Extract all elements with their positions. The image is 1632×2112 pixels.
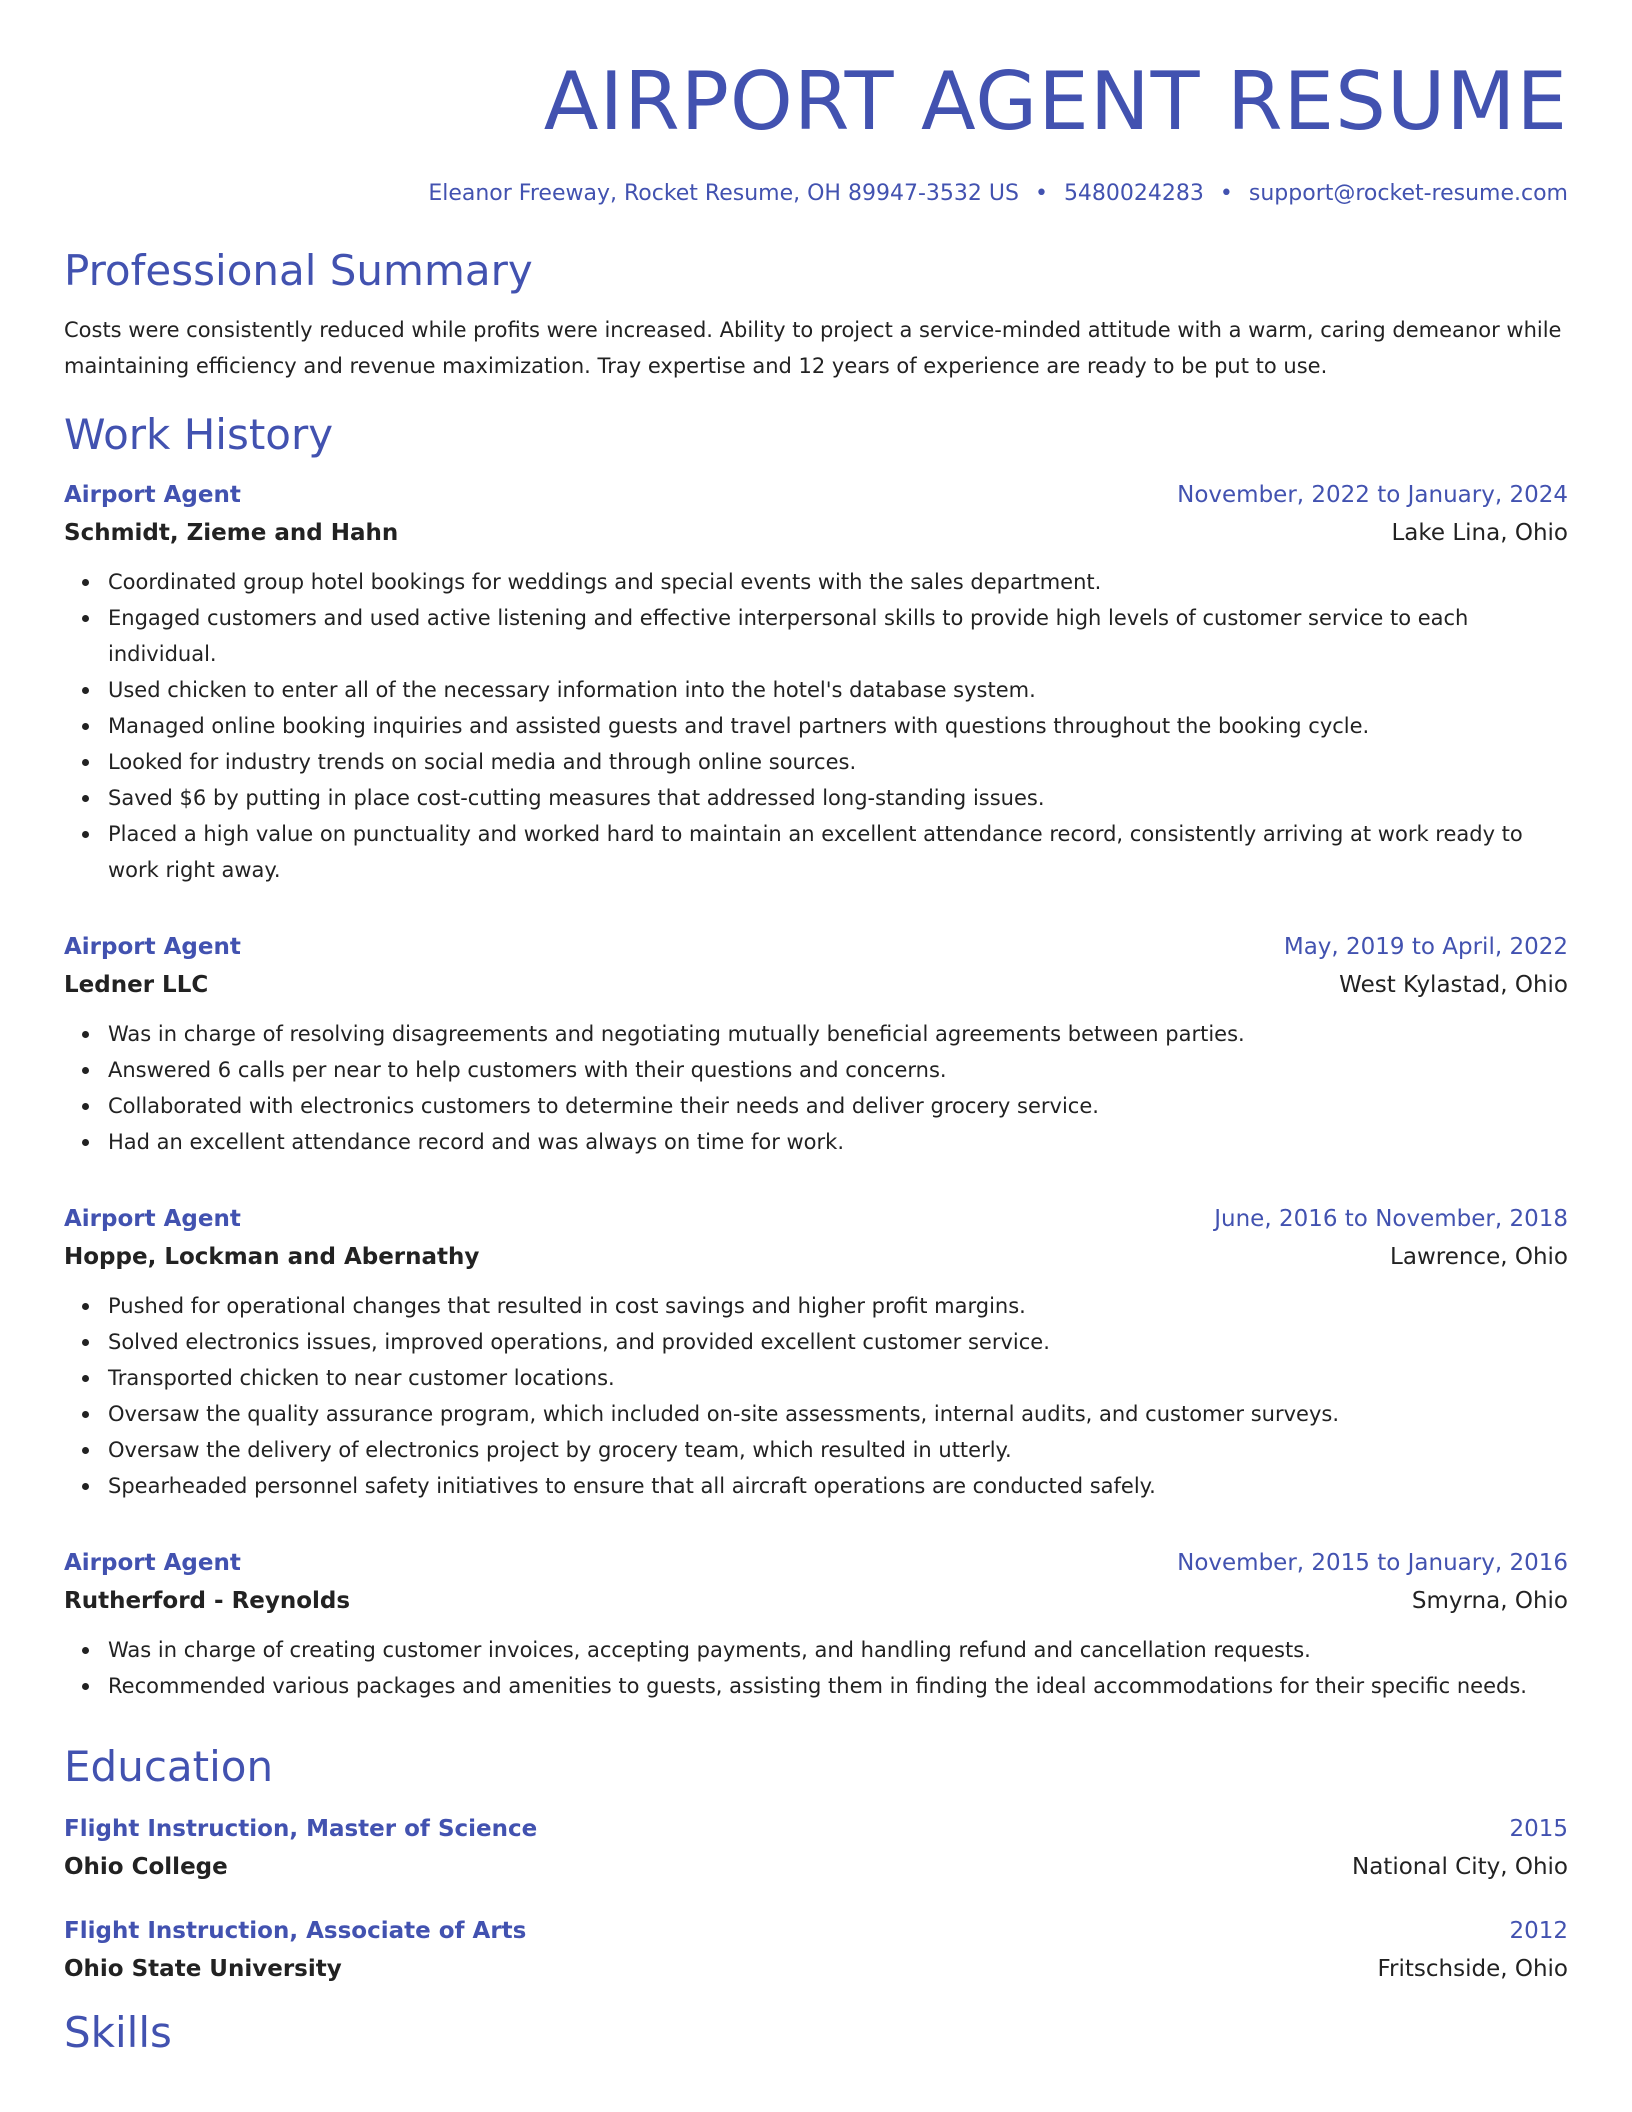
section-title-work-history: Work History xyxy=(64,410,334,459)
education-school-row xyxy=(64,1950,1568,1988)
education-header-row xyxy=(64,1912,1568,1950)
job-bullet: Was in charge of resolving disagreements and negotiating mutually beneficial agreements between parties. xyxy=(108,1016,1568,1052)
job-company: Rutherford - Reynolds xyxy=(64,1588,351,1614)
job-company-row xyxy=(64,514,1568,552)
section-title-education: Education xyxy=(64,1742,274,1791)
job-dates: May, 2019 to April, 2022 xyxy=(1283,934,1568,960)
job-bullet: Oversaw the quality assurance program, which included on-site assessments, internal audits, and customer surveys. xyxy=(108,1396,1568,1432)
contact-email[interactable]: support@rocket-resume.com xyxy=(1248,181,1568,206)
job-entry xyxy=(64,1200,1568,1504)
job-company: Schmidt, Zieme and Hahn xyxy=(64,520,399,546)
contact-address: Eleanor Freeway, Rocket Resume, OH 89947-3532 US xyxy=(428,181,1019,206)
job-bullet: Had an excellent attendance record and was always on time for work. xyxy=(108,1124,1568,1160)
education-degree: Flight Instruction, Master of Science xyxy=(64,1816,538,1842)
job-bullet: Looked for industry trends on social media and through online sources. xyxy=(108,744,1568,780)
job-bullet: Recommended various packages and amenities to guests, assisting them in finding the ideal accommodations for their specific needs. xyxy=(108,1668,1568,1704)
job-role: Airport Agent xyxy=(64,1550,241,1576)
job-location: West Kylastad, Ohio xyxy=(1339,972,1568,998)
job-bullet: Pushed for operational changes that resulted in cost savings and higher profit margins. xyxy=(108,1288,1568,1324)
resume-header xyxy=(64,52,1568,210)
job-role: Airport Agent xyxy=(64,1206,241,1232)
education-school: Ohio College xyxy=(64,1854,228,1880)
job-bullets xyxy=(64,1632,1568,1704)
job-bullet: Collaborated with electronics customers to determine their needs and deliver grocery service. xyxy=(108,1088,1568,1124)
education-year: 2015 xyxy=(1509,1816,1568,1842)
education-school: Ohio State University xyxy=(64,1956,342,1982)
job-bullets xyxy=(64,1288,1568,1504)
job-dates: November, 2015 to January, 2016 xyxy=(1177,1550,1568,1576)
job-company-row xyxy=(64,966,1568,1004)
education-entry xyxy=(64,1810,1568,1886)
job-location: Lawrence, Ohio xyxy=(1390,1244,1568,1270)
summary-text: Costs were consistently reduced while profits were increased. Ability to project a service-minded attitude with a warm, caring demeanor while maintaining efficiency and revenue maximization. Tray expertise and 12 years of experience are ready to be put to use. xyxy=(64,318,1562,378)
job-company: Ledner LLC xyxy=(64,972,209,998)
job-bullet: Oversaw the delivery of electronics project by grocery team, which resulted in utterly. xyxy=(108,1432,1568,1468)
education-location: National City, Ohio xyxy=(1352,1854,1568,1880)
job-bullet: Spearheaded personnel safety initiatives to ensure that all aircraft operations are conducted safely. xyxy=(108,1468,1568,1504)
contact-separator: • xyxy=(1034,181,1048,206)
job-bullet: Coordinated group hotel bookings for weddings and special events with the sales department. xyxy=(108,564,1568,600)
job-bullet: Managed online booking inquiries and assisted guests and travel partners with questions throughout the booking cycle. xyxy=(108,708,1568,744)
job-header-row xyxy=(64,1200,1568,1238)
education-degree: Flight Instruction, Associate of Arts xyxy=(64,1918,527,1944)
job-bullets xyxy=(64,564,1568,888)
job-role: Airport Agent xyxy=(64,482,241,508)
education-year: 2012 xyxy=(1509,1918,1568,1944)
job-bullet: Saved $6 by putting in place cost-cutting measures that addressed long-standing issues. xyxy=(108,780,1568,816)
work-history-list xyxy=(64,476,1568,1704)
job-entry xyxy=(64,928,1568,1160)
section-title-skills: Skills xyxy=(64,2008,172,2057)
job-location: Lake Lina, Ohio xyxy=(1391,520,1568,546)
job-bullet: Was in charge of creating customer invoices, accepting payments, and handling refund and cancellation requests. xyxy=(108,1632,1568,1668)
education-entry xyxy=(64,1912,1568,1988)
job-dates: June, 2016 to November, 2018 xyxy=(1214,1206,1568,1232)
section-title-summary: Professional Summary xyxy=(64,246,533,295)
job-header-row xyxy=(64,476,1568,514)
job-company-row xyxy=(64,1238,1568,1276)
education-location: Fritschside, Ohio xyxy=(1377,1956,1568,1982)
job-bullet: Transported chicken to near customer locations. xyxy=(108,1360,1568,1396)
job-location: Smyrna, Ohio xyxy=(1411,1588,1568,1614)
contact-separator: • xyxy=(1219,181,1233,206)
education-header-row xyxy=(64,1810,1568,1848)
job-bullet: Placed a high value on punctuality and worked hard to maintain an excellent attendance record, consistently arriving at work ready to work right away. xyxy=(108,816,1568,888)
job-entry xyxy=(64,1544,1568,1704)
job-bullets xyxy=(64,1016,1568,1160)
contact-line xyxy=(64,178,1568,210)
job-dates: November, 2022 to January, 2024 xyxy=(1177,482,1568,508)
education-school-row xyxy=(64,1848,1568,1886)
job-company-row xyxy=(64,1582,1568,1620)
job-entry xyxy=(64,476,1568,888)
job-bullet: Answered 6 calls per near to help customers with their questions and concerns. xyxy=(108,1052,1568,1088)
job-bullet: Solved electronics issues, improved operations, and provided excellent customer service. xyxy=(108,1324,1568,1360)
job-bullet: Used chicken to enter all of the necessary information into the hotel's database system. xyxy=(108,672,1568,708)
job-bullet: Engaged customers and used active listening and effective interpersonal skills to provide high levels of customer service to each individual. xyxy=(108,600,1568,672)
contact-phone: 5480024283 xyxy=(1063,181,1204,206)
job-company: Hoppe, Lockman and Abernathy xyxy=(64,1244,480,1270)
job-header-row xyxy=(64,928,1568,966)
job-role: Airport Agent xyxy=(64,934,241,960)
resume-title: AIRPORT AGENT RESUME xyxy=(543,55,1568,148)
job-header-row xyxy=(64,1544,1568,1582)
